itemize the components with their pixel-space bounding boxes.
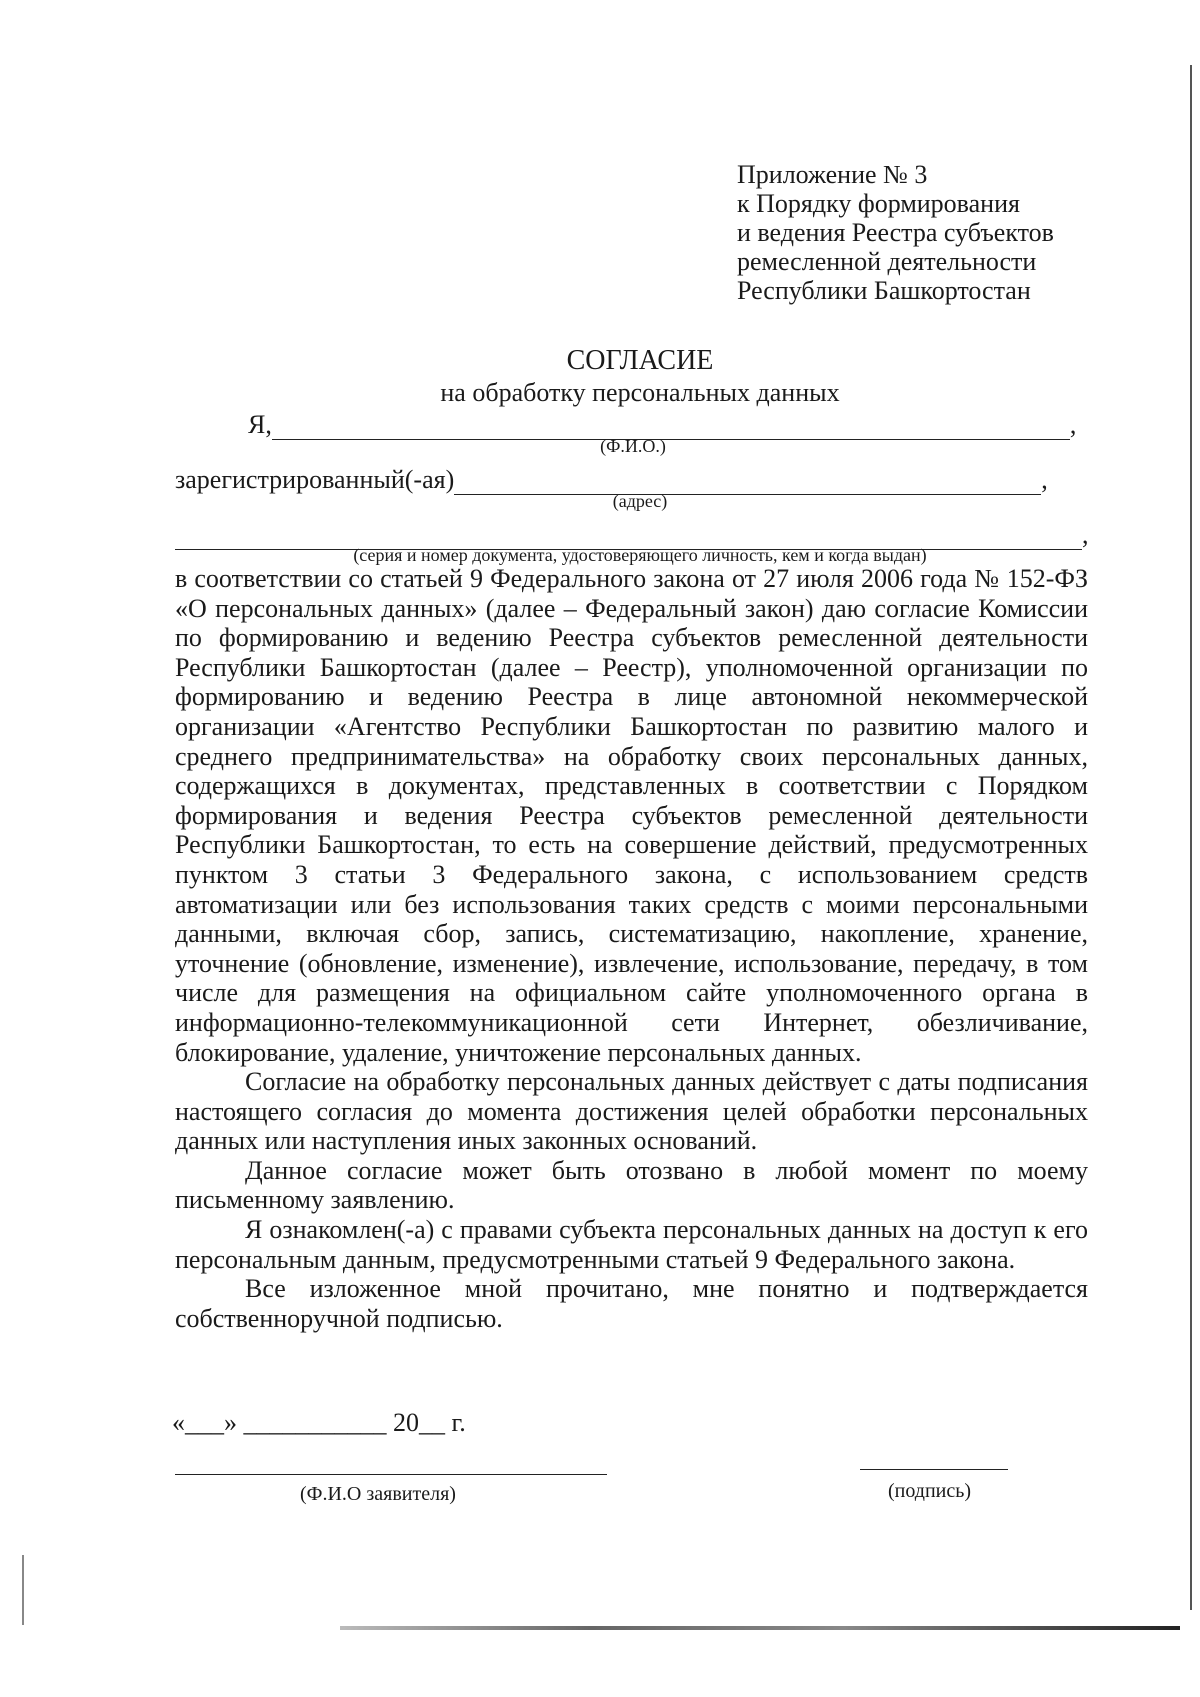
appendix-line-5: Республики Башкортостан	[737, 276, 1031, 305]
scan-edge-left	[22, 1555, 24, 1625]
appendix-line-2: к Порядку формирования	[737, 189, 1020, 218]
address-caption: (адрес)	[612, 491, 668, 511]
consent-paragraph-2: Согласие на обработку персональных данных действует с даты подписания настоящего согласия до момента достижения целей обработки персональных данных или наступления иных законных оснований.	[175, 1067, 1088, 1156]
address-comma: ,	[1041, 465, 1048, 494]
consent-paragraph-3: Данное согласие может быть отозвано в любой момент по моему письменному заявлению.	[175, 1155, 1088, 1215]
appendix-line-4: ремесленной деятельности	[737, 247, 1037, 276]
scan-edge-bottom	[340, 1626, 1180, 1630]
document-title: СОГЛАСИЕ	[566, 345, 714, 376]
applicant-name-caption: (Ф.И.О заявителя)	[300, 1483, 456, 1505]
consent-paragraph-5: Все изложенное мной прочитано, мне понятно и подтверждается собственноручной подписью.	[175, 1274, 1088, 1333]
consent-paragraph-1: в соответствии со статьей 9 Федерального закона от 27 июля 2006 года № 152-ФЗ «О персональных данных» (далее – Федеральный закон) даю согласие Комиссии по формированию и ведению Реестра субъектов ремесленной деятельности Республики Башкортостан (далее – Реестр), уполномоченной организации по формированию и ведению Реестра в лице автономной некоммерческой организации «Агентство Республики Башкортостан по развитию малого и среднего предпринимательства» на обработку своих персональных данных, содержащихся в документах, представленных в соответствии с Порядком формирования и ведения Реестра субъектов ремесленной деятельности Республики Башкортостан, то есть на совершение действий, предусмотренных пунктом 3 статьи 3 Федерального закона, с использованием средств автоматизации или без использования таких средств с моими персональными данными, включая сбор, запись, систематизацию, накопление, хранение, уточнение (обновление, изменение), извлечение, использование, передачу, в том числе для размещения на официальном сайте уполномоченного органа в информационно-телекоммуникационной сети Интернет, обезличивание, блокирование, удаление, уничтожение персональных данных.	[175, 564, 1088, 1067]
appendix-note	[737, 160, 1054, 305]
document-comma: ,	[1082, 520, 1089, 549]
consent-body	[175, 564, 1088, 1333]
consent-paragraph-4: Я ознакомлен(-а) с правами субъекта персональных данных на доступ к его персональным данным, предусмотренными статьей 9 Федерального закона.	[175, 1215, 1088, 1274]
document-subtitle: на обработку персональных данных	[440, 378, 840, 407]
appendix-line-1: Приложение № 3	[737, 160, 928, 189]
document-caption: (серия и номер документа, удостоверяющего личность, кем и когда выдан)	[353, 545, 927, 565]
signature-line[interactable]	[860, 1467, 1008, 1470]
appendix-line-3: и ведения Реестра субъектов	[737, 218, 1054, 247]
address-field[interactable]	[454, 470, 1041, 495]
scan-edge-right	[1190, 65, 1192, 1610]
name-prefix: Я,	[248, 410, 272, 439]
applicant-name-line[interactable]	[175, 1472, 607, 1475]
date-line[interactable]: «___» ___________ 20__ г.	[172, 1408, 466, 1437]
name-caption: (Ф.И.О.)	[600, 436, 666, 456]
signature-caption: (подпись)	[888, 1480, 972, 1502]
name-comma: ,	[1069, 410, 1077, 439]
address-prefix: зарегистрированный(-ая)	[175, 465, 455, 494]
